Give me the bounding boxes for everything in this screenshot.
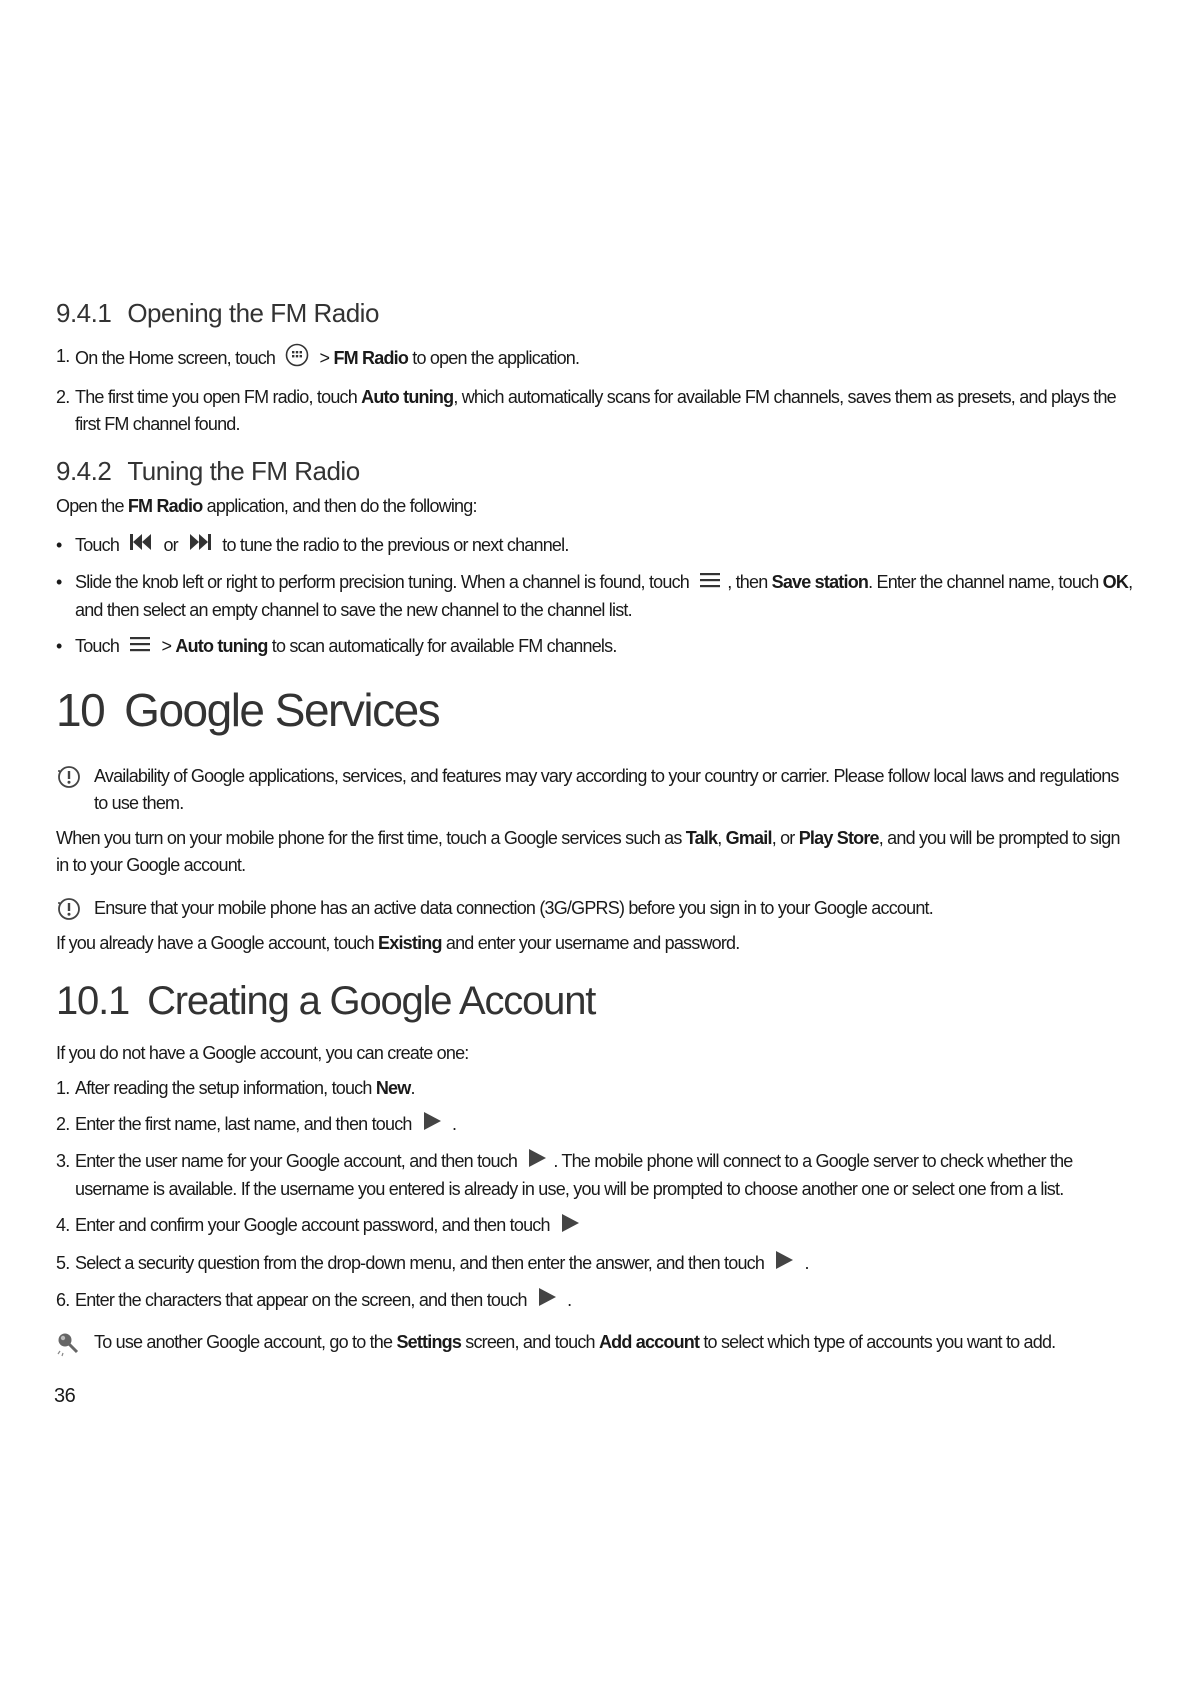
list-item: 6. Enter the characters that appear on the screen, and then touch .: [56, 1287, 1136, 1315]
list-item: 1. After reading the setup information, touch New.: [56, 1077, 415, 1098]
next-arrow-icon: [527, 1148, 547, 1176]
list-item: 4. Enter and confirm your Google account password, and then touch: [56, 1212, 1136, 1240]
list-item: 2. Enter the first name, last name, and then touch .: [56, 1111, 1136, 1139]
section-number: 9.4.1: [56, 298, 112, 328]
document-page: [56, 298, 1136, 1370]
section-number: 10.1: [56, 978, 130, 1023]
list-item: 2. The first time you open FM radio, touch Auto tuning, which automatically scans for available FM channels, saves them as presets, and plays the first FM channel found.: [56, 387, 1116, 434]
chapter-title: Google Services: [124, 683, 440, 736]
next-arrow-icon: [774, 1250, 794, 1278]
page-number: 36: [54, 1385, 76, 1407]
section-10-1-heading: [56, 979, 1136, 1024]
menu-icon: [129, 634, 151, 661]
section-title: Opening the FM Radio: [127, 298, 379, 328]
previous-channel-icon: [129, 532, 153, 560]
paragraph: Open the FM Radio application, and then do the following:: [56, 496, 477, 516]
section-9-4-2-heading: [56, 456, 1136, 487]
section-9-4-1-heading: [56, 298, 1136, 329]
list-item: • Touch > Auto tuning to scan automatically for available FM channels.: [56, 633, 1136, 661]
tip-text: To use another Google account, go to the Settings screen, and touch Add account to select which type of accounts you want to add.: [94, 1332, 1056, 1352]
next-arrow-icon: [560, 1213, 580, 1241]
next-arrow-icon: [422, 1111, 442, 1139]
next-channel-icon: [188, 532, 212, 560]
apps-grid-icon: [285, 343, 309, 375]
note-block: [56, 895, 1136, 926]
chapter-number: 10: [56, 683, 105, 736]
section-number: 9.4.2: [56, 456, 112, 486]
paragraph: If you do not have a Google account, you can create one:: [56, 1042, 469, 1063]
list-item: 1. On the Home screen, touch > FM Radio to open the application.: [56, 343, 1136, 375]
chapter-10-heading: [56, 683, 1136, 737]
note-icon: [56, 895, 94, 926]
list-item: 5. Select a security question from the drop-down menu, and then enter the answer, and then touch .: [56, 1250, 1136, 1278]
list-item: • Touch or to tune the radio to the previous or next channel.: [56, 532, 1136, 560]
paragraph: If you already have a Google account, touch Existing and enter your username and password.: [56, 932, 740, 953]
menu-icon: [699, 570, 721, 597]
note-text: Ensure that your mobile phone has an active data connection (3G/GPRS) before you sign in to your Google account.: [94, 897, 933, 918]
next-arrow-icon: [537, 1287, 557, 1315]
tip-icon: [56, 1329, 94, 1362]
note-block: [56, 763, 1136, 817]
section-title: Tuning the FM Radio: [127, 456, 360, 486]
note-icon: [56, 763, 94, 817]
note-text: Availability of Google applications, services, and features may vary according to your country or carrier. Please follow local laws and regulations to use them.: [94, 765, 1119, 813]
tip-block: [56, 1329, 1136, 1362]
section-title: Creating a Google Account: [147, 978, 596, 1023]
paragraph: When you turn on your mobile phone for the first time, touch a Google services such as Talk, Gmail, or Play Store, and you will be prompted to sign in to your Google account.: [56, 827, 1120, 875]
list-item: • Slide the knob left or right to perform precision tuning. When a channel is found, touch , then Save station. Enter the channel name, touch OK, and then select an empty channel to save the new channel to the channel list.: [56, 569, 1136, 624]
list-item: 3. Enter the user name for your Google account, and then touch . The mobile phone will connect to a Google server to check whether the username is available. If the username you entered is already in use, you will be prompted to choose another one or select one from a list.: [56, 1148, 1136, 1203]
